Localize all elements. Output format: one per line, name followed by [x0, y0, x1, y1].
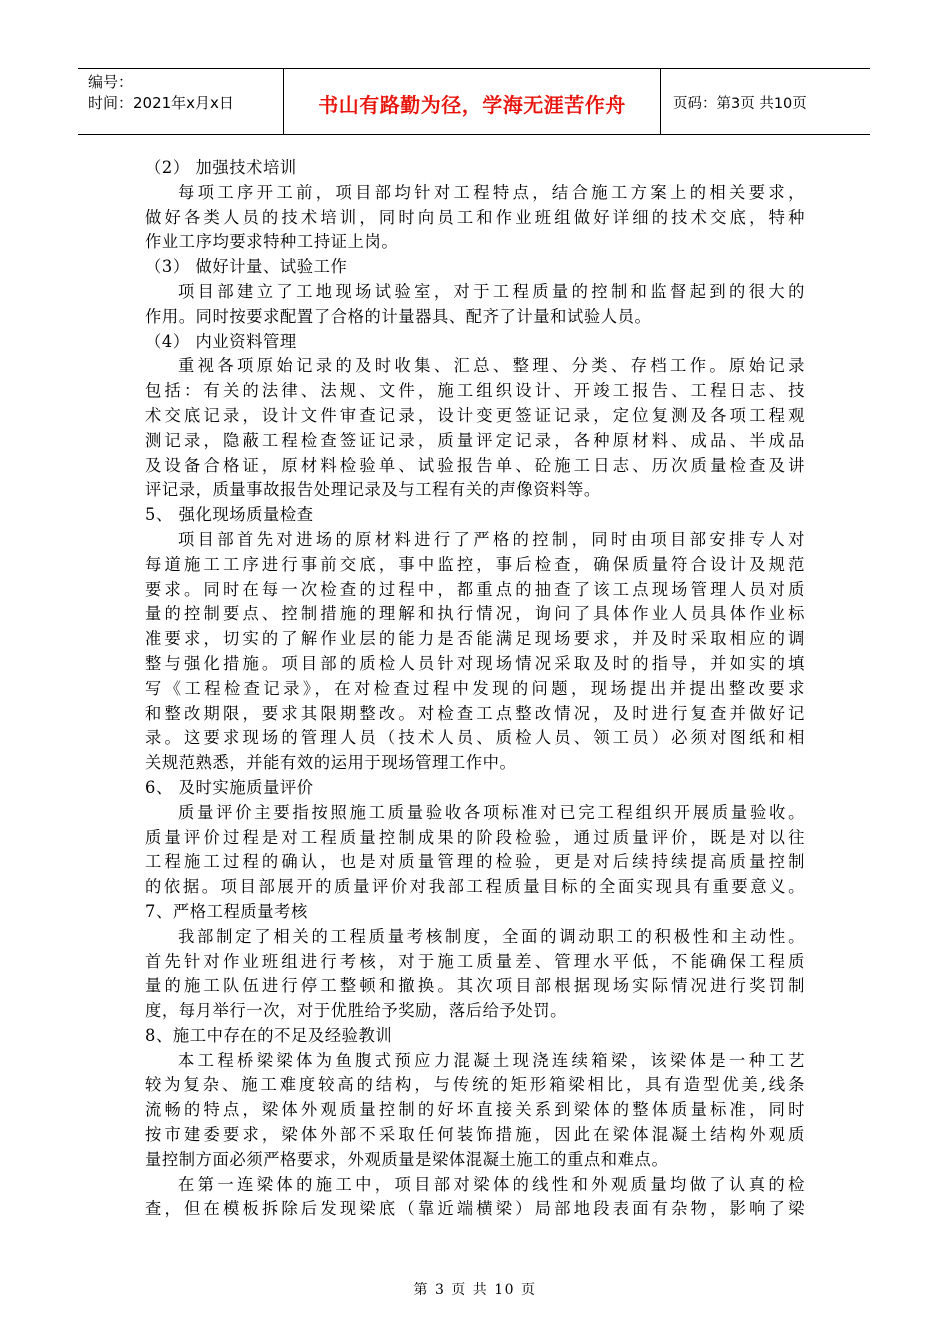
- text-line: 准要求，切实的了解作业层的能力是否能满足现场要求，并及时采取相应的调: [145, 629, 805, 649]
- text-line: 工程施工过程的确认，也是对质量管理的检验，更是对后续持续提高质量控制: [145, 852, 805, 872]
- text-line: 5、 强化现场质量检查: [145, 505, 314, 525]
- text-line: 我部制定了相关的工程质量考核制度，全面的调动职工的积极性和主动性。: [178, 926, 805, 946]
- document-number-label: 编号：: [88, 73, 134, 91]
- text-line: 量的施工队伍进行停工整顿和撤换。其次项目部根据现场实际情况进行奖罚制: [145, 976, 805, 996]
- text-line: 要求。同时在每一次检查的过程中，都重点的抽查了该工点现场管理人员对质: [145, 579, 805, 599]
- text-line: 流畅的特点，梁体外观质量控制的好坏直接关系到梁体的整体质量标准，同时: [145, 1100, 805, 1120]
- text-line: 作业工序均要求特种工持证上岗。: [145, 232, 399, 252]
- text-line: 录。这要求现场的管理人员（技术人员、质检人员、领工员）必须对图纸和相: [145, 728, 805, 748]
- text-line: 测记录，隐蔽工程检查签证记录，质量评定记录，各种原材料、成品、半成品: [145, 430, 805, 450]
- text-line: 量控制方面必须严格要求，外观质量是梁体混凝土施工的重点和难点。: [145, 1149, 669, 1169]
- text-line: 关规范熟悉，并能有效的运用于现场管理工作中。: [145, 753, 517, 773]
- text-line: 度，每月举行一次，对于优胜给予奖励，落后给予处罚。: [145, 1001, 568, 1021]
- text-line: （3） 做好计量、试验工作: [145, 257, 348, 277]
- page-footer: 第 3 页 共 10 页: [413, 1282, 537, 1298]
- text-line: 和整改期限，要求其限期整改。对检查工点整改情况，及时进行复查并做好记: [145, 703, 805, 723]
- document-date: 时间：2021年x月x日: [88, 94, 234, 112]
- text-line: 评记录，质量事故报告处理记录及与工程有关的声像资料等。: [145, 480, 601, 500]
- text-line: 7、严格工程质量考核: [145, 901, 308, 921]
- text-line: 的依据。项目部展开的质量评价对我部工程质量目标的全面实现具有重要意义。: [145, 877, 805, 897]
- document-body: [145, 156, 805, 1222]
- text-line: 做好各类人员的技术培训，同时向员工和作业班组做好详细的技术交底，特种: [145, 207, 805, 227]
- text-line: 量的控制要点、控制措施的理解和执行情况，询问了具体作业人员具体作业标: [145, 604, 805, 624]
- text-line: 项目部建立了工地现场试验室，对于工程质量的控制和监督起到的很大的: [178, 281, 805, 301]
- text-line: 查，但在模板拆除后发现梁底（靠近端横梁）局部地段表面有杂物，影响了梁: [145, 1199, 805, 1219]
- text-line: 8、施工中存在的不足及经验教训: [145, 1025, 393, 1045]
- text-line: 在第一连梁体的施工中，项目部对梁体的线性和外观质量均做了认真的检: [178, 1174, 805, 1194]
- text-line: 整与强化措施。项目部的质检人员针对现场情况采取及时的指导，并如实的填: [145, 653, 805, 673]
- text-line: 首先针对作业班组进行考核，对于施工质量差、管理水平低，不能确保工程质: [145, 951, 805, 971]
- text-line: 质量评价过程是对工程质量控制成果的阶段检验，通过质量评价，既是对以往: [145, 827, 805, 847]
- text-line: 6、 及时实施质量评价: [145, 777, 314, 797]
- text-line: 每道施工工序进行事前交底，事中监控，事后检查，确保质量符合设计及规范: [145, 554, 805, 574]
- text-line: （2） 加强技术培训: [145, 158, 297, 177]
- text-line: 本工程桥梁梁体为鱼腹式预应力混凝土现浇连续箱梁，该梁体是一种工艺: [178, 1050, 805, 1070]
- header-meta: [78, 69, 283, 134]
- text-line: 重视各项原始记录的及时收集、汇总、整理、分类、存档工作。原始记录: [178, 356, 805, 376]
- text-line: 质量评价主要指按照施工质量验收各项标准对已完工程组织开展质量验收。: [178, 802, 805, 822]
- text-line: 写《工程检查记录》，在对检查过程中发现的问题，现场提出并提出整改要求: [145, 678, 805, 698]
- text-line: 及设备合格证，原材料检验单、试验报告单、砼施工日志、历次质量检查及讲: [145, 455, 805, 475]
- text-line: 较为复杂、施工难度较高的结构，与传统的矩形箱梁相比，具有造型优美,线条: [145, 1075, 805, 1095]
- header-page-info: 页码：第3页 共10页: [673, 96, 807, 112]
- text-line: 每项工序开工前，项目部均针对工程特点，结合施工方案上的相关要求，: [178, 182, 805, 202]
- header-motto: 书山有路勤为径，学海无涯苦作舟: [283, 69, 661, 134]
- text-line: 包括：有关的法律、法规、文件，施工组织设计、开竣工报告、工程日志、技: [145, 381, 805, 401]
- text-line: （4） 内业资料管理: [145, 331, 297, 351]
- text-line: 按市建委要求，梁体外部不采取任何装饰措施，因此在梁体混凝土结构外观质: [145, 1125, 805, 1145]
- text-line: 作用。同时按要求配置了合格的计量器具、配齐了计量和试验人员。: [145, 306, 652, 326]
- page-header: [78, 68, 870, 135]
- text-line: 项目部首先对进场的原材料进行了严格的控制，同时由项目部安排专人对: [178, 529, 805, 549]
- text-line: 术交底记录，设计文件审查记录，设计变更签证记录，定位复测及各项工程观: [145, 405, 805, 425]
